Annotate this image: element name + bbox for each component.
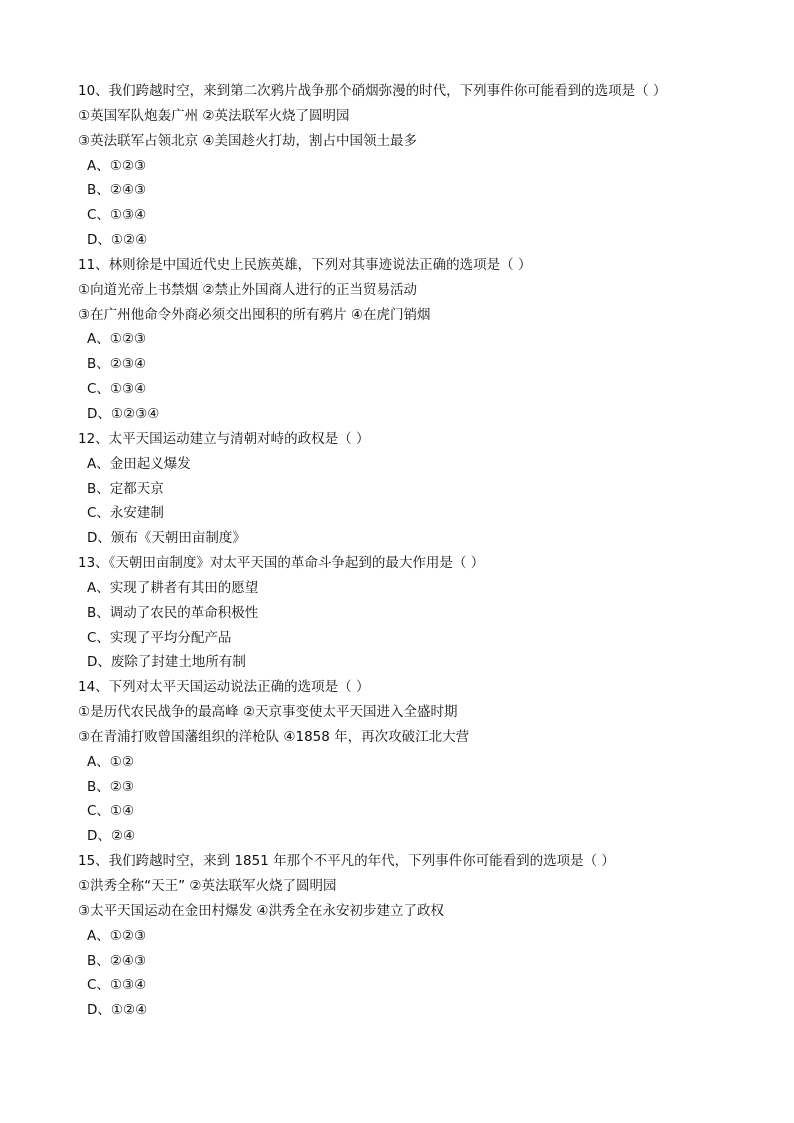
answer-option: B、②④③ xyxy=(87,952,147,969)
answer-option: A、①②③ xyxy=(87,157,147,174)
answer-option: D、①②③④ xyxy=(87,405,160,422)
answer-option: D、①②④ xyxy=(87,1002,148,1019)
question-statement: ①是历代农民战争的最高峰 ②天京事变使太平天国进入全盛时期 xyxy=(78,704,458,721)
answer-option: A、①②③ xyxy=(87,927,147,944)
answer-option: B、②④③ xyxy=(87,182,147,199)
answer-option: B、调动了农民的革命积极性 xyxy=(87,604,259,621)
answer-option: C、①④ xyxy=(87,803,135,820)
answer-option: C、①③④ xyxy=(87,977,147,994)
question-stem: 15、我们跨越时空，来到 1851 年那个不平凡的年代，下列事件你可能看到的选项是（ ） xyxy=(78,853,615,870)
question-statement: ③在青浦打败曾国藩组织的洋枪队 ④1858 年，再次攻破江北大营 xyxy=(78,728,470,745)
answer-option: D、②④ xyxy=(87,828,136,845)
answer-option: C、①③④ xyxy=(87,207,147,224)
question-stem: 14、下列对太平天国运动说法正确的选项是（ ） xyxy=(78,679,370,696)
question-statement: ③英法联军占领北京 ④美国趁火打劫，割占中国领土最多 xyxy=(78,132,417,149)
question-stem: 11、林则徐是中国近代史上民族英雄，下列对其事迹说法正确的选项是（ ） xyxy=(78,256,532,273)
answer-option: A、①② xyxy=(87,753,134,770)
answer-option: B、定都天京 xyxy=(87,480,164,497)
answer-option: A、实现了耕者有其田的愿望 xyxy=(87,579,259,596)
question-statement: ③在广州他命令外商必须交出囤积的所有鸦片 ④在虎门销烟 xyxy=(78,306,431,323)
answer-option: A、金田起义爆发 xyxy=(87,455,191,472)
question-stem: 10、我们跨越时空，来到第二次鸦片战争那个硝烟弥漫的时代，下列事件你可能看到的选项是（ ） xyxy=(78,83,667,99)
question-statement: ①洪秀全称“天王” ②英法联军火烧了圆明园 xyxy=(78,878,337,894)
question-statement: ①向道光帝上书禁烟 ②禁止外国商人进行的正当贸易活动 xyxy=(78,281,417,298)
answer-option: C、①③④ xyxy=(87,381,147,398)
answer-option: A、①②③ xyxy=(87,331,147,348)
answer-option: B、②③④ xyxy=(87,356,147,373)
answer-option: D、①②④ xyxy=(87,232,148,249)
answer-option: C、实现了平均分配产品 xyxy=(87,629,232,646)
question-statement: ①英国军队炮轰广州 ②英法联军火烧了圆明园 xyxy=(78,107,350,124)
answer-option: D、废除了封建土地所有制 xyxy=(87,654,246,671)
question-stem: 12、太平天国运动建立与清朝对峙的政权是（ ） xyxy=(78,430,370,447)
answer-option: C、永安建制 xyxy=(87,505,164,522)
question-statement: ③太平天国运动在金田村爆发 ④洪秀全在永安初步建立了政权 xyxy=(78,902,444,919)
question-stem: 13、《天朝田亩制度》对太平天国的革命斗争起到的最大作用是（ ） xyxy=(78,555,485,572)
answer-option: D、颁布《天朝田亩制度》 xyxy=(87,530,246,547)
document-page xyxy=(78,79,758,1023)
answer-option: B、②③ xyxy=(87,778,134,795)
